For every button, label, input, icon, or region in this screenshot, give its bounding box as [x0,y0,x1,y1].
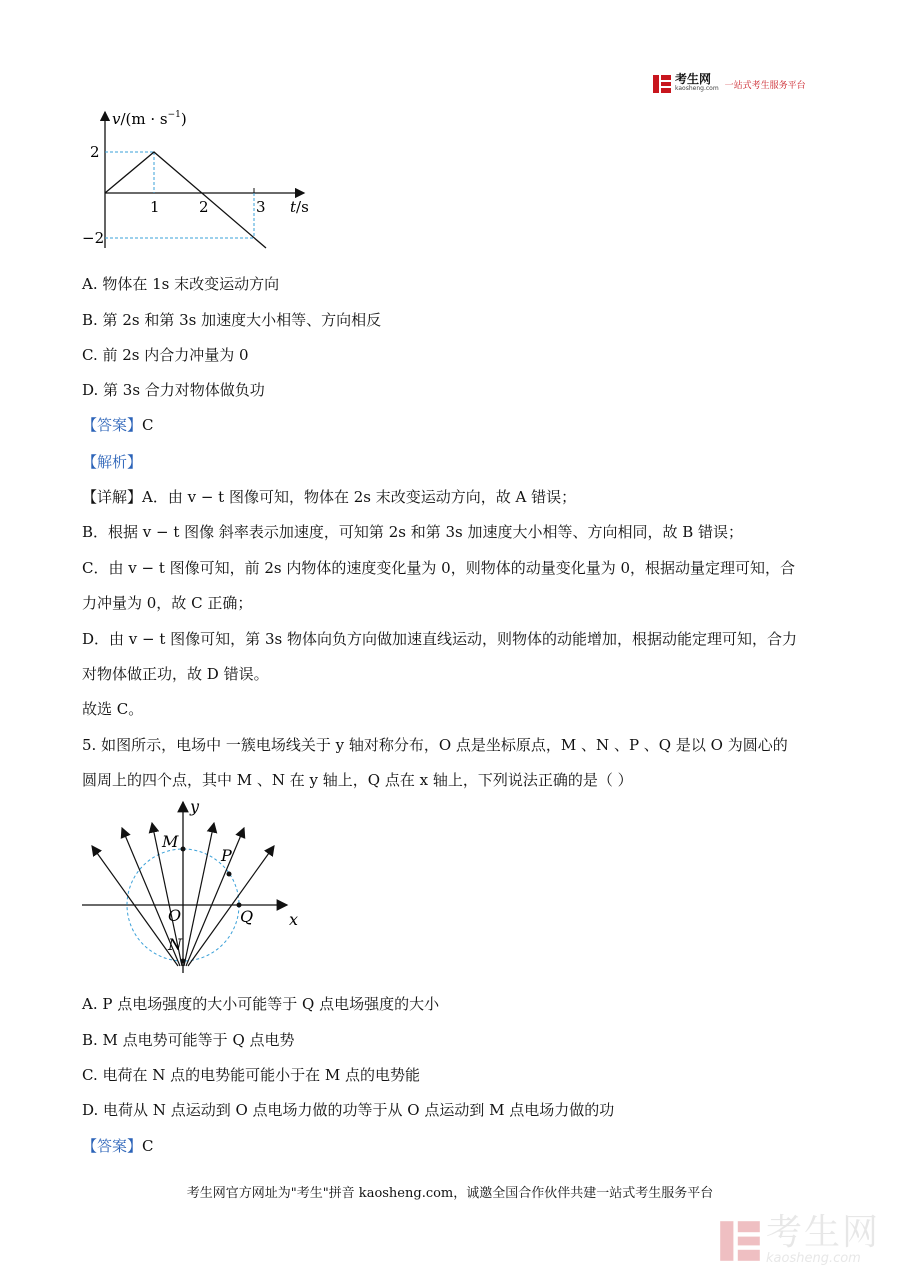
q5-stem-line: 5. 如图所示，电场中 一簇电场线关于 y 轴对称分布，O 点是坐标原点，M 、N 、P 、Q 是以 O 为圆心的 [82,736,788,754]
point-m [181,847,186,852]
point-n [181,959,186,964]
q5-option-a: A. P 点电场强度的大小可能等于 Q 点电场强度的大小 [82,995,440,1013]
field-label-p: P [221,846,232,865]
watermark [718,1212,881,1266]
answer-value: C [142,416,154,434]
logo-slogan: 一站式考生服务平台 [724,80,806,91]
field-label-n: N [168,935,182,954]
vt-tick-y-2: 2 [90,143,100,161]
answer-label: 【答案】 [82,1137,143,1155]
q4-detail-line: C．由 v − t 图像可知，前 2s 内物体的速度变化量为 0，则物体的动量变化量为 0，根据动量定理可知，合 [82,559,796,577]
watermark-logo-icon [718,1219,762,1263]
field-label-q: Q [240,907,254,926]
field-label-o: O [168,906,182,925]
field-label-m: M [162,832,179,851]
vt-tick-x-1: 1 [150,198,160,216]
q4-detail-line: B．根据 v − t 图像 斜率表示加速度，可知第 2s 和第 3s 加速度大小相等、方向相同，故 B 错误； [82,523,744,541]
q5-option-c: C. 电荷在 N 点的电势能可能小于在 M 点的电势能 [82,1066,421,1084]
logo-title: 考生网 [675,72,712,86]
q4-analysis-label: 【解析】 [82,453,143,471]
vt-graph [82,100,322,255]
q4-option-c: C. 前 2s 内合力冲量为 0 [82,346,249,364]
logo-url: kaosheng.com [675,85,719,92]
vt-tick-x-3: 3 [256,198,266,216]
q4-detail-line: D．由 v − t 图像可知，第 3s 物体向负方向做加速直线运动，则物体的动能增加，根据动能定理可知，合力 [82,630,797,648]
q4-option-a: A. 物体在 1s 末改变运动方向 [82,275,280,293]
q4-detail-line: 力冲量为 0，故 C 正确； [82,594,253,612]
q5-stem-line: 圆周上的四个点，其中 M 、N 在 y 轴上，Q 点在 x 轴上，下列说法正确的是（ ） [82,771,633,789]
point-p [227,872,232,877]
q4-detail-line: 对物体做正功，故 D 错误。 [82,665,269,683]
q4-option-b: B. 第 2s 和第 3s 加速度大小相等、方向相反 [82,311,382,329]
q4-option-d: D. 第 3s 合力对物体做负功 [82,381,265,399]
watermark-title: 考生网 [766,1212,881,1253]
kaosheng-logo-icon [652,74,672,94]
header-logo [652,74,806,94]
vt-ylabel: $v/(m \cdot s^{-1})$ [112,110,187,128]
vt-tick-x-2: 2 [199,198,209,216]
q5-answer [82,1136,154,1156]
watermark-url: kaosheng.com [766,1251,861,1266]
vt-tick-y-neg2: −2 [82,229,105,247]
footer-text: 考生网官方网址为"考生"拼音 kaosheng.com，诚邀全国合作伙伴共建一站式考生服务平台 [186,1186,714,1201]
field-label-y: y [190,798,200,816]
q4-answer [82,415,154,435]
q4-detail-line: 故选 C。 [82,700,144,718]
field-line-figure [82,798,312,978]
q5-option-b: B. M 点电势可能等于 Q 点电势 [82,1031,295,1049]
field-line [186,828,244,966]
answer-value: C [142,1137,154,1155]
field-line [92,846,178,966]
q4-detail-line: 【详解】A．由 v − t 图像可知，物体在 2s 末改变运动方向，故 A 错误； [82,488,577,506]
field-label-x: x [289,910,299,929]
q5-option-d: D. 电荷从 N 点运动到 O 点电场力做的功等于从 O 点运动到 M 点电场力做的功 [82,1101,615,1119]
vt-xlabel: t/s [290,198,309,216]
field-line [184,823,214,966]
vt-line [105,152,266,248]
answer-label: 【答案】 [82,416,143,434]
